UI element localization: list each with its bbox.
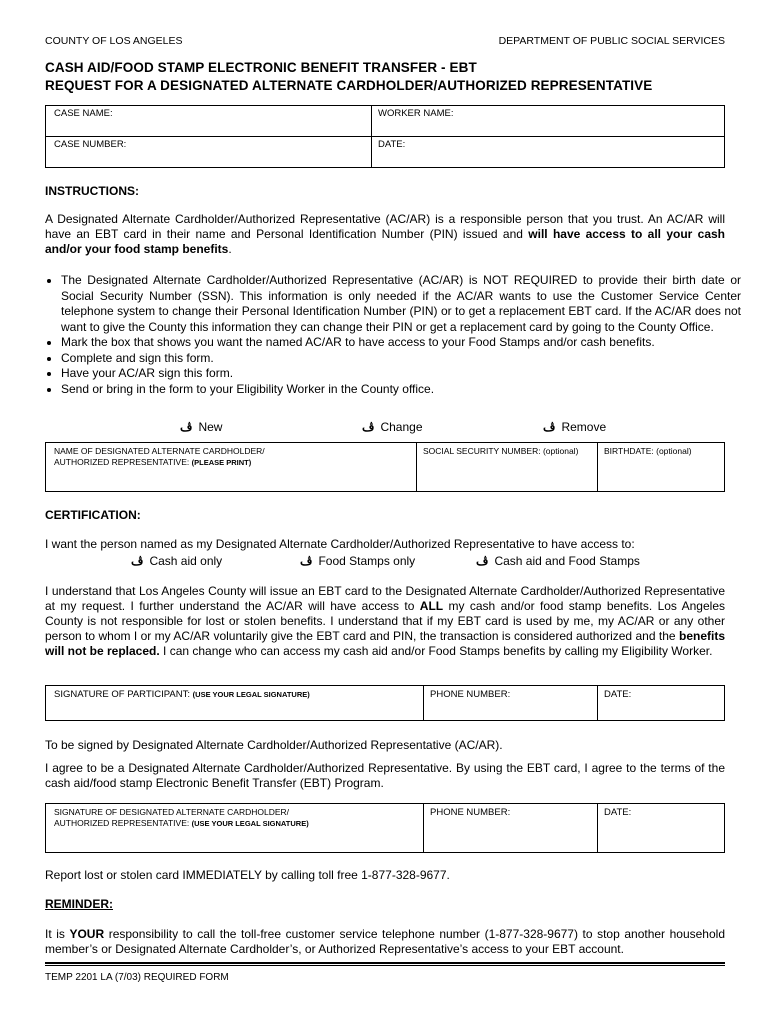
form-number: TEMP 2201 LA (7/03) REQUIRED FORM [45, 972, 229, 983]
certification-paragraph: I understand that Los Angeles County will issue an EBT card to the Designated Alternate Cardholder/Authorized Representative at my request. I further understand the AC/AR will have access to ALL my cash and/or food stamp benefits. Los Angeles County is not responsible for lost or stolen benefits. I understand that if my EBT card is used by me, my AC/AR or any other person to whom I or my AC/AR voluntarily give the EBT card and PIN, the transaction is considered authorized and the benefits will not be replaced. I can change who can access my cash aid and/or Food Stamps benefits by calling my Eligibility Worker. [45, 584, 725, 658]
instructions-heading: INSTRUCTIONS: [45, 184, 139, 198]
case-date-field[interactable] [372, 136, 722, 167]
remove-checkbox[interactable] [543, 420, 606, 434]
cash-only-label: Cash aid only [149, 554, 223, 568]
checkbox-icon: ڤ [476, 554, 489, 568]
checkbox-icon: ڤ [362, 420, 375, 434]
food-stamps-only-label: Food Stamps only [318, 554, 416, 568]
birthdate-label: BIRTHDATE: (optional) [604, 446, 692, 456]
case-name-field[interactable] [48, 105, 368, 136]
department-name: DEPARTMENT OF PUBLIC SOCIAL SERVICES [498, 35, 725, 47]
checkbox-icon: ڤ [543, 420, 556, 434]
list-item: • Have your AC/AR sign this form. [61, 366, 741, 382]
change-checkbox[interactable] [362, 420, 423, 434]
change-label: Change [380, 420, 423, 434]
list-item: • Mark the box that shows you want the named AC/AR to have access to your Food Stamps and/or cash benefits. [61, 335, 741, 351]
instructions-list [45, 273, 741, 397]
county-name: COUNTY OF LOS ANGELES [45, 35, 183, 47]
list-item: • Send or bring in the form to your Eligibility Worker in the County office. [61, 382, 741, 398]
representative-signature-field[interactable]: SIGNATURE OF DESIGNATED ALTERNATE CARDHOLDER/ AUTHORIZED REPRESENTATIVE: (USE YOUR LEGAL SIGNATURE) [54, 807, 309, 828]
ssn-label: SOCIAL SECURITY NUMBER: (optional) [423, 446, 579, 456]
cash-only-checkbox[interactable] [131, 554, 222, 568]
remove-label: Remove [561, 420, 607, 434]
new-checkbox[interactable] [180, 420, 222, 434]
worker-name-label: WORKER NAME: [378, 108, 454, 119]
ssn-field[interactable] [417, 443, 597, 490]
certification-heading: CERTIFICATION: [45, 508, 141, 522]
participant-signature-field[interactable]: SIGNATURE OF PARTICIPANT: (USE YOUR LEGAL SIGNATURE) [54, 689, 310, 700]
acar-sign-instruction: To be signed by Designated Alternate Cardholder/Authorized Representative (AC/AR). [45, 738, 503, 752]
instructions-intro: A Designated Alternate Cardholder/Authorized Representative (AC/AR) is a responsible person that you trust. An AC/AR will have an EBT card in their name and Personal Identification Number (PIN) issued and will have access to all your cash and/or your food stamp benefits. [45, 212, 726, 256]
new-label: New [198, 420, 223, 434]
case-date-label: DATE: [378, 139, 406, 150]
reminder-heading: REMINDER: [45, 897, 113, 911]
case-name-label: CASE NAME: [54, 108, 113, 119]
cash-and-food-label: Cash aid and Food Stamps [494, 554, 640, 568]
representative-date-field[interactable]: DATE: [604, 807, 632, 818]
participant-date-field[interactable]: DATE: [604, 689, 632, 700]
participant-phone-field[interactable]: PHONE NUMBER: [430, 689, 511, 700]
case-number-label: CASE NUMBER: [54, 139, 127, 150]
representative-phone-field[interactable]: PHONE NUMBER: [430, 807, 511, 818]
form-title-line-2: REQUEST FOR A DESIGNATED ALTERNATE CARDHOLDER/AUTHORIZED REPRESENTATIVE [45, 78, 653, 93]
list-item: • The Designated Alternate Cardholder/Authorized Representative (AC/AR) is NOT REQUIRED to provide their birth date or Social Security Number (SSN). This information is only needed if the AC/AR wants to use the Customer Service Center telephone system to change their Personal Identification Number (PIN) or to get a replacement EBT card. If the AC/AR does not want to give the County this information they can change their PIN or get a replacement card by going to the County Office. [61, 273, 741, 335]
list-item: • Complete and sign this form. [61, 351, 741, 367]
report-lost-card-line: Report lost or stolen card IMMEDIATELY by calling toll free 1-877-328-9677. [45, 868, 450, 882]
case-number-field[interactable] [48, 136, 368, 167]
birthdate-field[interactable] [598, 443, 724, 490]
footer-rule [45, 962, 725, 964]
representative-name-field[interactable]: NAME OF DESIGNATED ALTERNATE CARDHOLDER/ AUTHORIZED REPRESENTATIVE: (PLEASE PRINT) [54, 446, 265, 467]
food-stamps-only-checkbox[interactable] [300, 554, 415, 568]
acar-agreement: I agree to be a Designated Alternate Cardholder/Authorized Representative. By using the EBT card, I agree to the terms of the cash aid/food stamp Electronic Benefit Transfer (EBT) Program. [45, 761, 725, 790]
access-statement: I want the person named as my Designated Alternate Cardholder/Authorized Representative to have access to: [45, 537, 635, 551]
checkbox-icon: ڤ [180, 420, 193, 434]
checkbox-icon: ڤ [300, 554, 313, 568]
checkbox-icon: ڤ [131, 554, 144, 568]
form-title-line-1: CASH AID/FOOD STAMP ELECTRONIC BENEFIT TRANSFER - EBT [45, 60, 477, 75]
worker-name-field[interactable] [372, 105, 722, 136]
reminder-text: It is YOUR responsibility to call the toll-free customer service telephone number (1-877-328-9677) to stop another household member’s or Designated Alternate Cardholder’s, or Authorized Representative’s access to your EBT account. [45, 927, 725, 956]
cash-and-food-checkbox[interactable] [476, 554, 640, 568]
